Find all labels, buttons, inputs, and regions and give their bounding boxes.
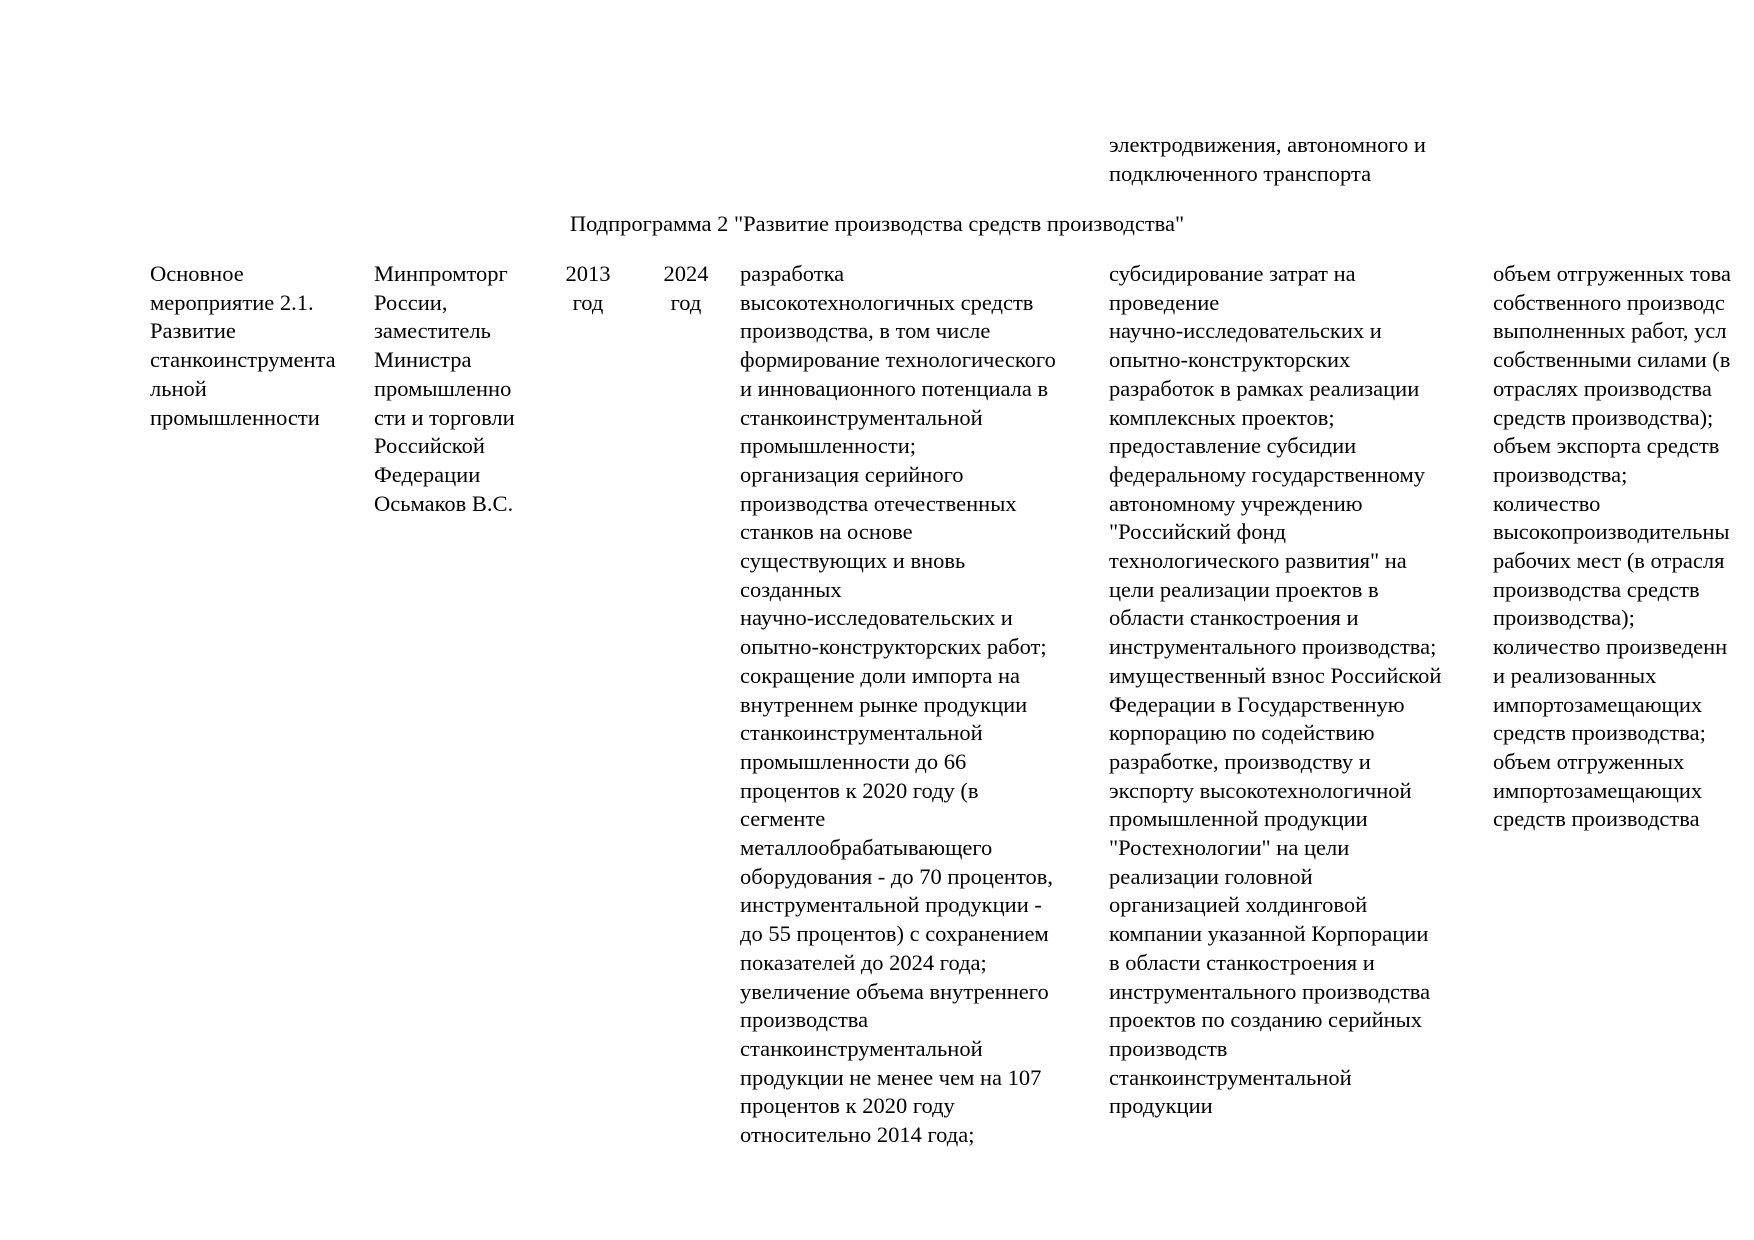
indicators-cell: объем отгруженных това собственного производс выполненных работ, усл собственными силами (в отраслях производства средств производства); объем экспорта средств производства; количество высокопроизводительны рабочих мест (в отрасля производства средств производства); количество произведенн и реализованных импортозамещающих средств производства; объем отгруженных импортозамещающих средств производства <box>1493 261 1731 832</box>
measures-cell: субсидирование затрат на проведение научно-исследовательских и опытно-конструкторских разработок в рамках реализации комплексных проектов; предоставление субсидии федеральному государственному автономному учреждению "Российский фонд технологического развития" на цели реализации проектов в области станкостроения и инструментального производства; имущественный взнос Российской Федерации в Государственную корпорацию по содействию разработке, производству и экспорту высокотехнологичной промышленной продукции "Ростехнологии" на цели реализации головной организацией холдинговой компании указанной Корпорации в области станкостроения и инструментального производства проектов по созданию серийных производств станкоинструментальной продукции <box>1109 261 1442 1119</box>
executor-cell: Минпромторг России, заместитель Министра промышленно сти и торговли Российской Федерации Осьмаков В.С. <box>374 261 515 516</box>
subprogram-title: Подпрограмма 2 "Развитие производства средств производства" <box>569 211 1185 236</box>
activity-cell: Основное мероприятие 2.1. Развитие станкоинструмента льной промышленности <box>150 261 336 430</box>
start-year-cell: 2013 год <box>565 261 611 315</box>
carryover-text: электродвижения, автономного и подключенного транспорта <box>1109 132 1426 186</box>
end-year-cell: 2024 год <box>663 261 709 315</box>
expected-result-cell: разработка высокотехнологичных средств производства, в том числе формирование технологического и инновационного потенциала в станкоинструментальной промышленности; организация серийного производства отечественных станков на основе существующих и вновь созданных научно-исследовательских и опытно-конструкторских работ; сокращение доли импорта на внутреннем рынке продукции станкоинструментальной промышленности до 66 процентов к 2020 году (в сегменте металлообрабатывающего оборудования - до 70 процентов, инструментальной продукции - до 55 процентов) с сохранением показателей до 2024 года; увеличение объема внутреннего производства станкоинструментальной продукции не менее чем на 107 процентов к 2020 году относительно 2014 года; <box>740 261 1056 1148</box>
